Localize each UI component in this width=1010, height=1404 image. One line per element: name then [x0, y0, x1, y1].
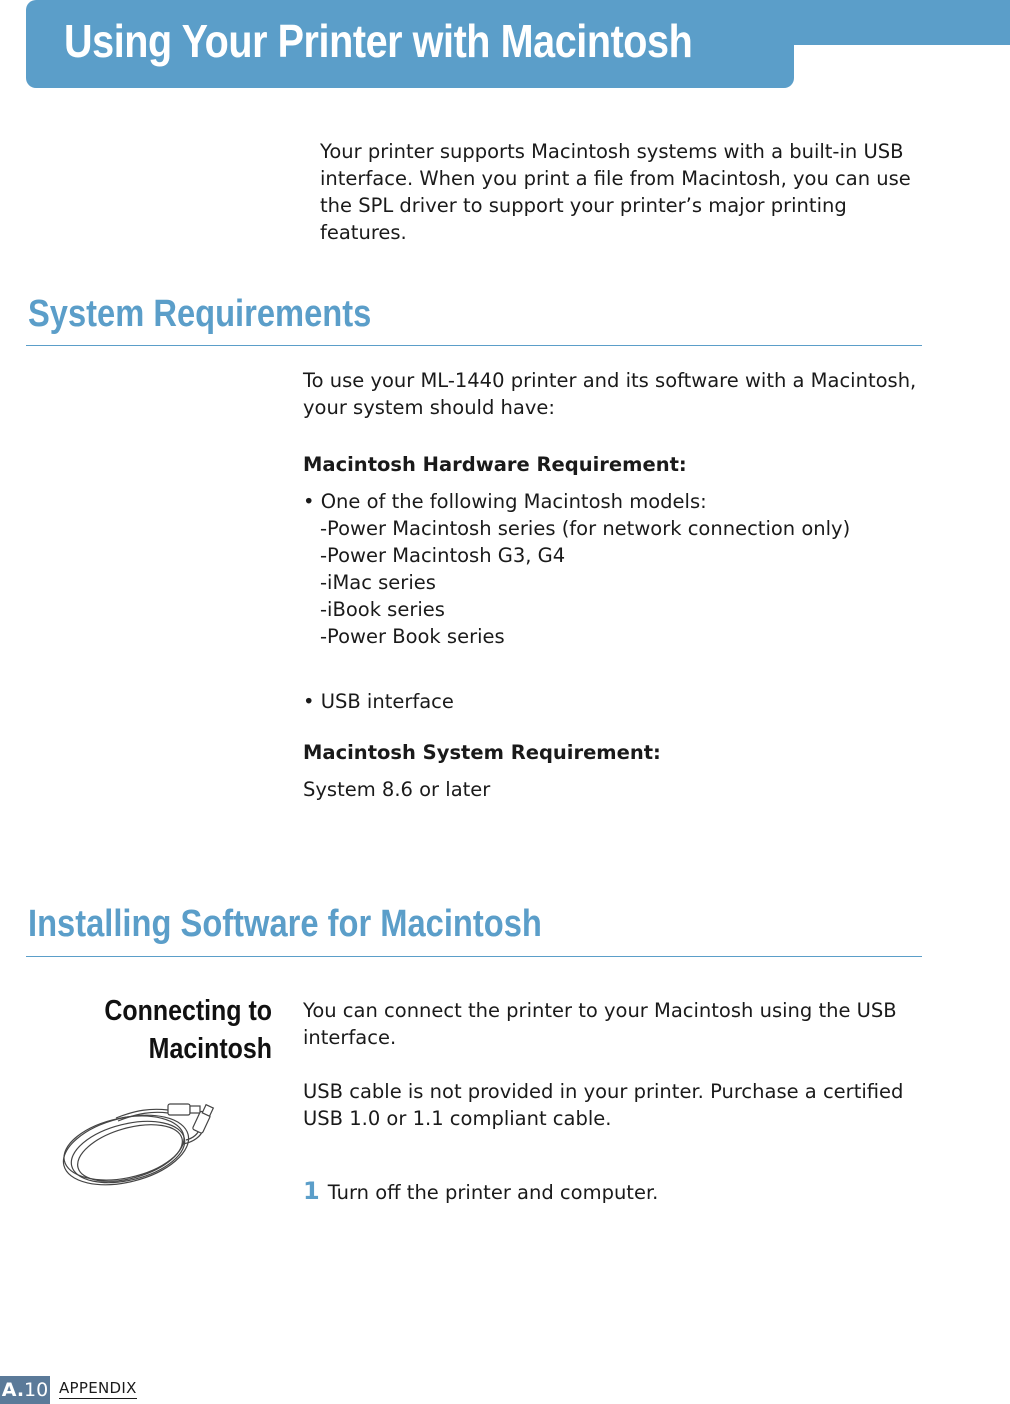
intro-paragraph: Your printer supports Macintosh systems with a built-in USB interface. When you print a file from Macintosh, you can use the SPL driver to support your printer’s major printing features. [320, 140, 911, 244]
model-item: -Power Macintosh G3, G4 [320, 544, 566, 567]
page-number: 10 [24, 1379, 49, 1401]
page-number-box [0, 1376, 50, 1404]
usb-cable-illustration [56, 1098, 226, 1194]
models-bullet: • One of the following Macintosh models: [303, 490, 707, 513]
hardware-requirement-heading: Macintosh Hardware Requirement: [303, 453, 687, 476]
requirements-intro-line: To use your ML-1440 printer and its software with a Macintosh, [303, 369, 917, 392]
system-requirements-body [303, 367, 923, 803]
cable-paragraph-line: USB cable is not provided in your printer. Purchase a certified [303, 1080, 904, 1103]
step-1 [303, 1178, 923, 1206]
page-prefix: A. [1, 1379, 25, 1401]
usb-bullet: • USB interface [303, 690, 454, 713]
connecting-side-heading [60, 992, 272, 1068]
page-title: Using Your Printer with Macintosh [64, 15, 693, 67]
connecting-body [303, 997, 923, 1206]
side-heading-line: Connecting to [104, 995, 272, 1027]
step-number: 1 [303, 1177, 320, 1205]
connecting-paragraph-line: interface. [303, 1026, 397, 1049]
header-band [0, 0, 1010, 88]
system-requirement-heading: Macintosh System Requirement: [303, 741, 661, 764]
model-item: -Power Book series [320, 625, 505, 648]
system-requirement-value: System 8.6 or later [303, 778, 491, 801]
cable-paragraph-line: USB 1.0 or 1.1 compliant cable. [303, 1107, 612, 1130]
connecting-paragraph-line: You can connect the printer to your Macintosh using the USB [303, 999, 897, 1022]
requirements-intro-line: your system should have: [303, 396, 555, 419]
footer-section-label: APPENDIX [59, 1379, 137, 1397]
model-item: -iBook series [320, 598, 445, 621]
step-text: Turn off the printer and computer. [327, 1181, 659, 1204]
model-item: -Power Macintosh series (for network connection only) [320, 517, 851, 540]
section-divider [26, 956, 922, 957]
side-heading-line: Macintosh [148, 1033, 272, 1065]
model-item: -iMac series [320, 571, 436, 594]
system-requirements-heading: System Requirements [28, 293, 372, 335]
section-divider [26, 345, 922, 346]
installing-software-heading: Installing Software for Macintosh [28, 903, 542, 945]
